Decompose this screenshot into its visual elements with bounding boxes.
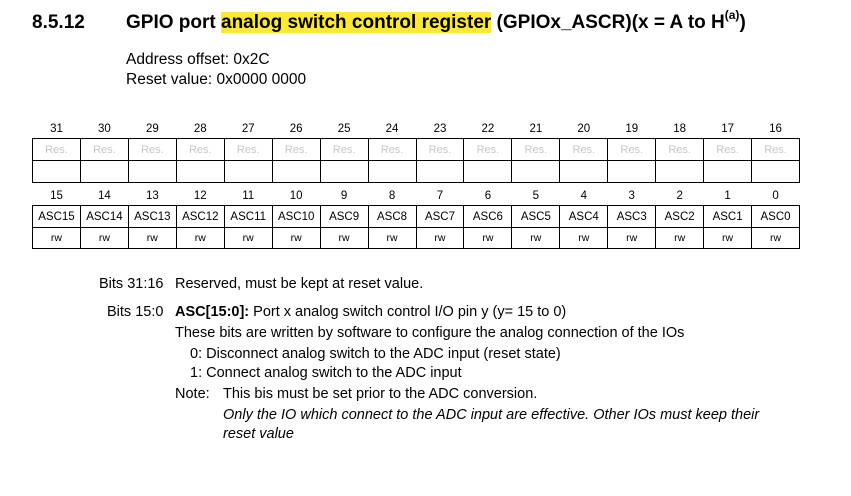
bits-31-16-text: Reserved, must be kept at reset value. <box>175 276 424 292</box>
bit-number: 15 <box>50 190 63 202</box>
bit-number: 18 <box>673 123 687 135</box>
bit-number-row <box>33 182 800 206</box>
footnote-marker[interactable]: (a) <box>724 8 740 22</box>
access-cell <box>752 161 800 183</box>
bit-number: 11 <box>242 190 255 202</box>
bit-number: 7 <box>436 190 444 202</box>
field-cell: ASC13 <box>128 206 176 228</box>
bits-15-0-field: ASC[15:0]: <box>175 304 250 320</box>
register-upper-half <box>32 115 800 183</box>
access-cell: rw <box>656 228 704 249</box>
bit-number: 29 <box>145 123 159 135</box>
bit-number: 4 <box>580 190 587 202</box>
bits-15-0-label: Bits 15:0 <box>107 304 164 320</box>
field-cell: ASC14 <box>80 206 128 228</box>
bit-number: 6 <box>484 190 492 202</box>
bit-number: 27 <box>241 123 255 135</box>
bit-number: 5 <box>532 190 540 202</box>
access-cell: rw <box>33 228 81 249</box>
access-cell: rw <box>368 228 416 249</box>
title-suffix: (GPIOx_ASCR)(x = A to H <box>491 12 725 33</box>
bit-number: 1 <box>724 190 731 202</box>
address-offset: Address offset: 0x2C <box>126 51 270 68</box>
field-cell: ASC8 <box>368 206 416 228</box>
section-title <box>126 8 746 34</box>
section-number: 8.5.12 <box>32 12 85 33</box>
access-cell <box>224 161 272 183</box>
bit-number: 10 <box>289 190 303 202</box>
bits-15-0-text: Port x analog switch control I/O pin y (y= 15 to 0) <box>249 304 567 320</box>
access-cell: rw <box>272 228 320 249</box>
bits-15-0-description <box>175 304 566 320</box>
field-cell: ASC6 <box>464 206 512 228</box>
bit-number: 0 <box>772 190 779 202</box>
access-cell: rw <box>128 228 176 249</box>
bit-number: 20 <box>577 123 591 135</box>
bit-number: 14 <box>98 190 111 202</box>
access-cell: rw <box>512 228 560 249</box>
option-0: 0: Disconnect analog switch to the ADC input (reset state) <box>190 346 561 362</box>
bit-number: 21 <box>529 123 543 135</box>
access-cell <box>656 161 704 183</box>
register-lower-half <box>32 182 800 249</box>
access-cell <box>512 161 560 183</box>
bit-number: 8 <box>388 190 396 202</box>
bit-number: 2 <box>676 190 683 202</box>
access-cell: rw <box>704 228 752 249</box>
field-cell: ASC1 <box>704 206 752 228</box>
field-cell: Res. <box>33 139 81 161</box>
bit-number: 19 <box>625 123 639 135</box>
access-cell <box>33 161 81 183</box>
field-cell: ASC10 <box>272 206 320 228</box>
bit-number: 26 <box>289 123 303 135</box>
access-cell <box>608 161 656 183</box>
access-cell <box>272 161 320 183</box>
field-cell: Res. <box>752 139 800 161</box>
field-cell: Res. <box>272 139 320 161</box>
field-cell: ASC0 <box>752 206 800 228</box>
access-cell <box>320 161 368 183</box>
bit-number: 9 <box>340 190 348 202</box>
field-cell: Res. <box>560 139 608 161</box>
field-cell: ASC15 <box>33 206 81 228</box>
field-cell: Res. <box>80 139 128 161</box>
field-cell: Res. <box>128 139 176 161</box>
field-row <box>33 206 800 228</box>
field-cell: Res. <box>464 139 512 161</box>
bit-number: 24 <box>385 123 399 135</box>
bit-number: 22 <box>481 123 495 135</box>
field-cell: Res. <box>704 139 752 161</box>
access-cell: rw <box>80 228 128 249</box>
access-cell: rw <box>224 228 272 249</box>
bit-number: 31 <box>50 123 63 135</box>
note-italic-line-1: Only the IO which connect to the ADC input are effective. Other IOs must keep their <box>223 407 760 423</box>
field-cell: Res. <box>176 139 224 161</box>
bit-number: 25 <box>337 123 351 135</box>
access-cell: rw <box>464 228 512 249</box>
field-cell: ASC2 <box>656 206 704 228</box>
bit-number: 23 <box>433 123 447 135</box>
access-row <box>33 228 800 249</box>
access-cell <box>176 161 224 183</box>
bit-number: 13 <box>145 190 159 202</box>
bit-number: 17 <box>721 123 734 135</box>
access-cell: rw <box>560 228 608 249</box>
configure-line: These bits are written by software to configure the analog connection of the IOs <box>175 325 685 341</box>
note-label: Note: <box>175 386 210 402</box>
access-cell <box>128 161 176 183</box>
field-cell: ASC5 <box>512 206 560 228</box>
field-cell: Res. <box>608 139 656 161</box>
title-highlight: analog switch control register <box>221 12 492 33</box>
access-cell: rw <box>176 228 224 249</box>
access-cell <box>560 161 608 183</box>
field-cell: ASC4 <box>560 206 608 228</box>
field-cell: Res. <box>656 139 704 161</box>
field-cell: ASC12 <box>176 206 224 228</box>
access-cell <box>80 161 128 183</box>
access-cell <box>464 161 512 183</box>
field-cell: Res. <box>512 139 560 161</box>
field-cell: Res. <box>320 139 368 161</box>
note-text: This bis must be set prior to the ADC conversion. <box>223 386 538 402</box>
field-cell: Res. <box>368 139 416 161</box>
access-cell: rw <box>416 228 464 249</box>
bits-31-16-label: Bits 31:16 <box>99 276 164 292</box>
field-row <box>33 139 800 161</box>
note-italic-line-2: reset value <box>223 426 294 442</box>
field-cell: Res. <box>416 139 464 161</box>
access-cell: rw <box>608 228 656 249</box>
access-cell <box>368 161 416 183</box>
bit-number: 12 <box>193 190 207 202</box>
field-cell: ASC9 <box>320 206 368 228</box>
bit-number-row <box>33 115 800 139</box>
title-prefix: GPIO port <box>126 12 221 33</box>
field-cell: ASC7 <box>416 206 464 228</box>
access-cell: rw <box>320 228 368 249</box>
field-cell: ASC11 <box>224 206 272 228</box>
field-cell: Res. <box>224 139 272 161</box>
bit-number: 3 <box>628 190 635 202</box>
access-cell: rw <box>752 228 800 249</box>
reset-value: Reset value: 0x0000 0000 <box>126 71 307 88</box>
access-cell <box>416 161 464 183</box>
access-row <box>33 161 800 183</box>
field-cell: ASC3 <box>608 206 656 228</box>
bit-number: 30 <box>98 123 111 135</box>
option-1: 1: Connect analog switch to the ADC input <box>190 365 462 381</box>
bit-number: 28 <box>193 123 207 135</box>
access-cell <box>704 161 752 183</box>
title-close: ) <box>739 12 746 33</box>
bit-number: 16 <box>769 123 782 135</box>
